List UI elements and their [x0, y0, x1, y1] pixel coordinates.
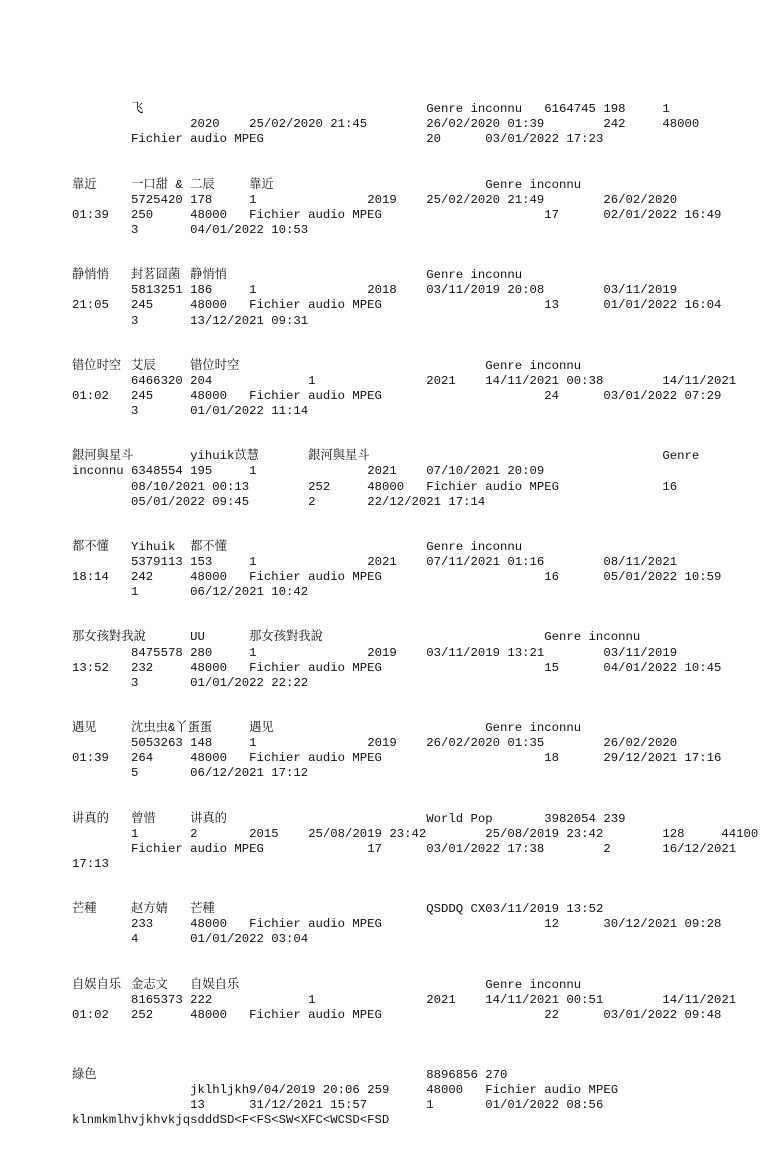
record-na-nv-hai-dui-wo-shuo: 那女孩對我說 UU 那女孩對我說 Genre inconnu 8475578 280 1 2019 03/11/2019 13:21 03/11/2019 13:52 232 48000 Fichier audio MPEG 15 04/01/2022 10:45 3 01/01/2022 22:22: [72, 630, 722, 690]
record-kao-jin: 靠近 一口甜 & 二辰 靠近 Genre inconnu 5725420 178 1 2019 25/02/2020 21:49 26/02/2020 01:39 250 48000 Fichier audio MPEG 17 02/01/2022 16:49 3 04/01/2022 10:53: [72, 177, 722, 237]
record-fei: 飞 Genre inconnu 6164745 198 1 2020 25/02/2020 21:45 26/02/2020 01:39 242 48000 Fichier audio MPEG 20 03/01/2022 17:23: [131, 102, 700, 147]
record-jiang-zhen-de: 讲真的 曾惜 讲真的 World Pop 3982054 239 1 2 2015 25/08/2019 23:42 25/08/2019 23:42 128 44100 Fichier audio MPEG 17 03/01/2022 17:38 2 16/12/2021 17:13: [72, 811, 759, 871]
music-file-listing: [72, 72, 762, 1159]
record-yin-he-yu-xing-dou: 銀河與星斗 yihuik苡慧 銀河與星斗 Genre inconnu 6348554 195 1 2021 07/10/2021 20:09 08/10/2021 00:13 252 48000 Fichier audio MPEG 16 05/01/2022 09:45 2 22/12/2021 17:14: [72, 449, 700, 509]
record-lv-se: 綠色 8896856 270 jklhljkh9/04/2019 20:06 259 48000 Fichier audio MPEG 13 31/12/2021 15:57 1 01/01/2022 08:56 klnmkmlhvjkhvkjqsdddSD<F<FS<SW<XFC<WCSD<FSD: [72, 1068, 619, 1128]
record-mang-zhong: 芒種 赵方婧 芒種 QSDDQ CX03/11/2019 13:52 233 48000 Fichier audio MPEG 12 30/12/2021 09:28 4 01/01/2022 03:04: [72, 902, 722, 947]
record-zi-yu-zi-le: 自娱自乐 金志文 自娱自乐 Genre inconnu 8165373 222 1 2021 14/11/2021 00:51 14/11/2021 01:02 252 48000 Fichier audio MPEG 22 03/01/2022 09:48: [72, 977, 737, 1022]
record-yu-jian: 遇见 沈虫虫&丫蛋蛋 遇见 Genre inconnu 5053263 148 1 2019 26/02/2020 01:35 26/02/2020 01:39 264 48000 Fichier audio MPEG 18 29/12/2021 17:16 5 06/12/2021 17:12: [72, 721, 722, 781]
record-jing-qiao-qiao: 静悄悄 封茗囧菌 静悄悄 Genre inconnu 5813251 186 1 2018 03/11/2019 20:08 03/11/2019 21:05 245 48000 Fichier audio MPEG 13 01/01/2022 16:04 3 13/12/2021 09:31: [72, 268, 722, 328]
record-dou-bu-dong: 都不懂 Yihuik 都不懂 Genre inconnu 5379113 153 1 2021 07/11/2021 01:16 08/11/2021 18:14 242 48000 Fichier audio MPEG 16 05/01/2022 10:59 1 06/12/2021 10:42: [72, 539, 722, 600]
record-cuo-wei-shi-kong: 错位时空 艾辰 错位时空 Genre inconnu 6466320 204 1 2021 14/11/2021 00:38 14/11/2021 01:02 245 48000 Fichier audio MPEG 24 03/01/2022 07:29 3 01/01/2022 11:14: [72, 358, 737, 419]
